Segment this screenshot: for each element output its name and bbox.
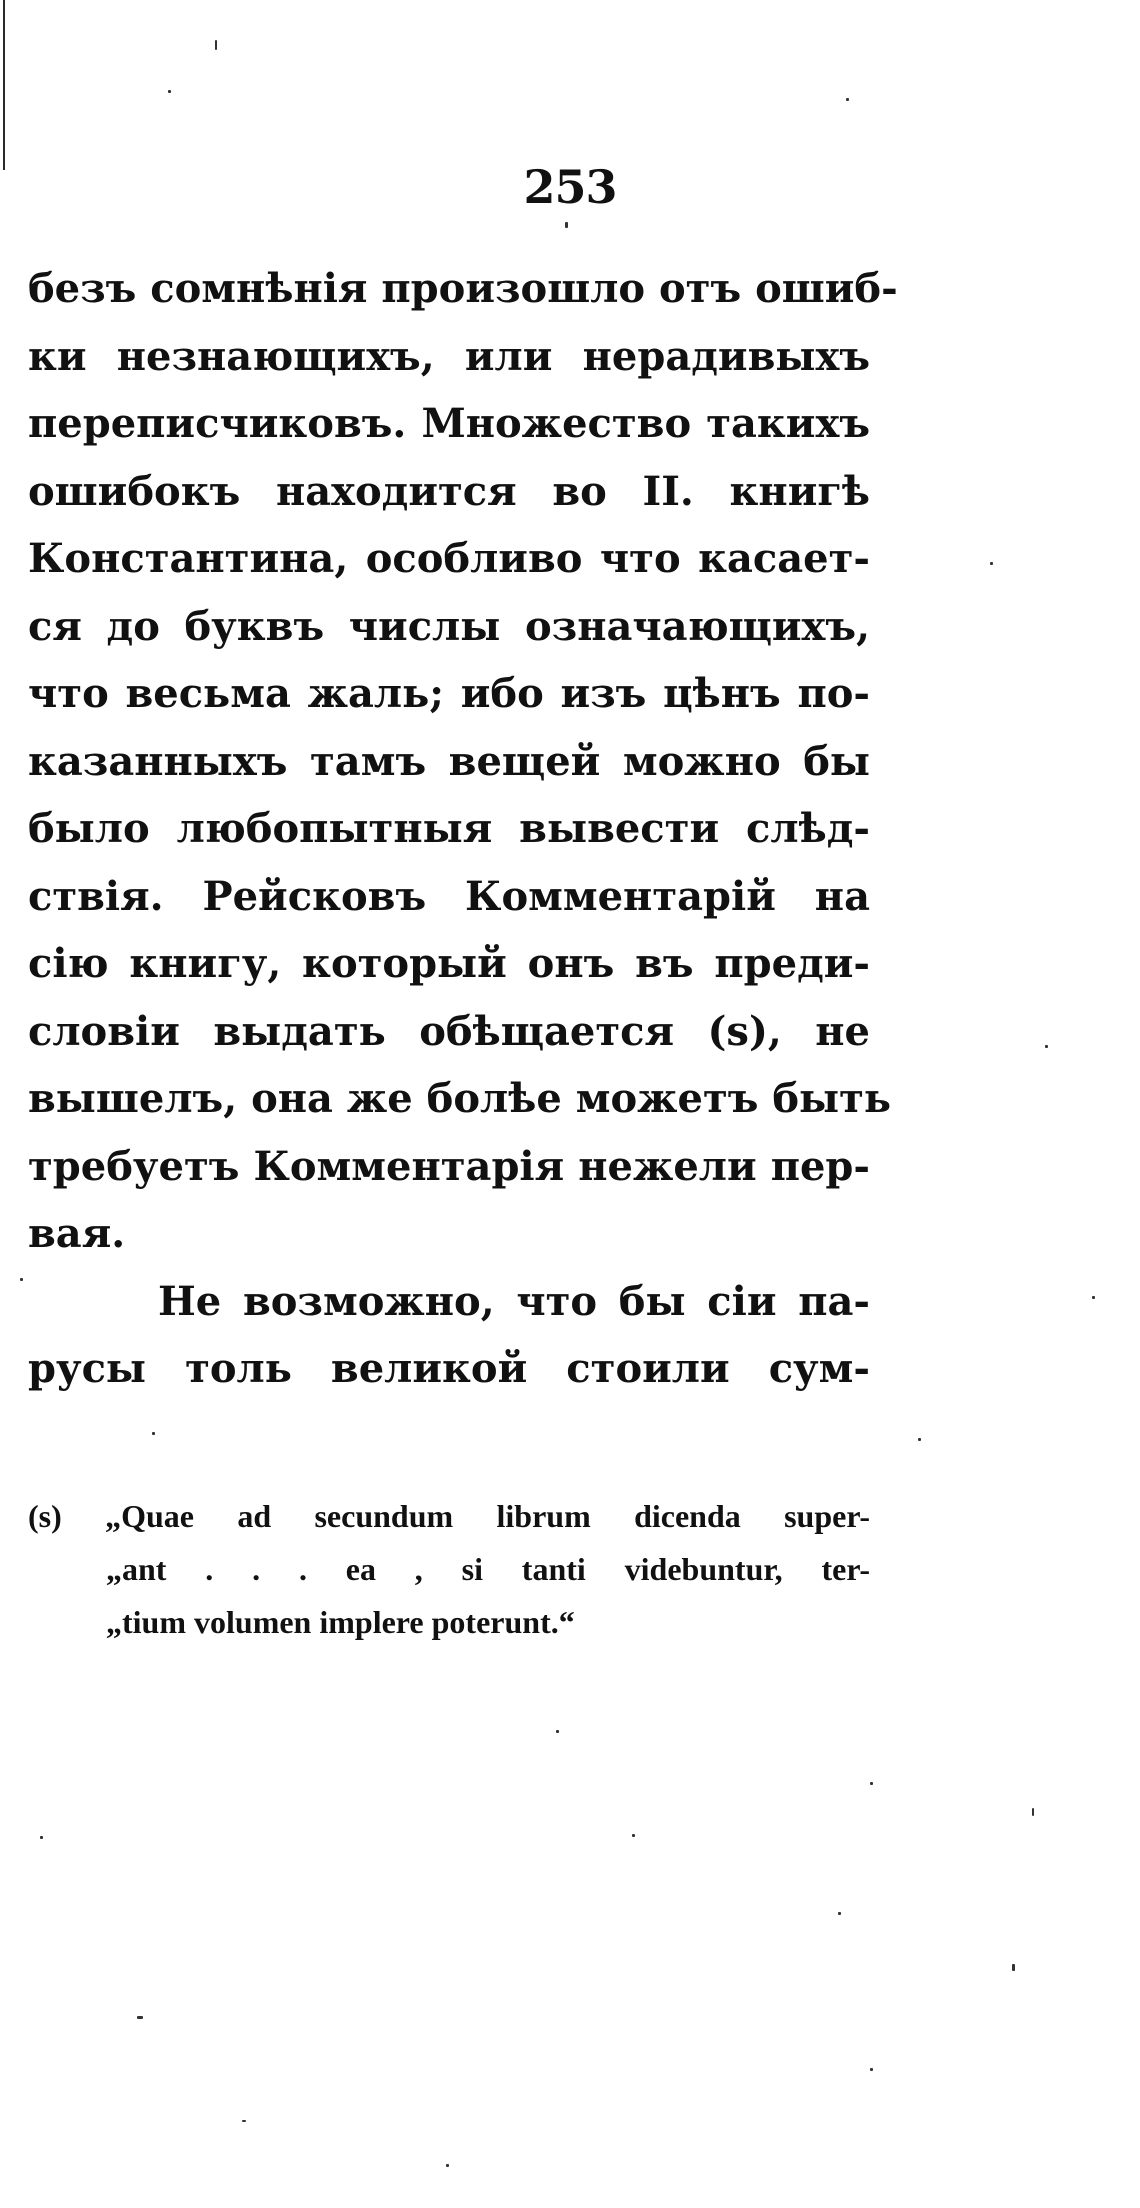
- print-speck: [1092, 1296, 1095, 1299]
- footnote-line: „ant . . . ea , si tanti videbuntur, ter-: [106, 1551, 870, 1587]
- print-speck: [446, 2164, 449, 2167]
- text-line: словіи выдать обѣщается (s), не: [28, 1007, 870, 1055]
- page-number: 253: [523, 160, 617, 214]
- print-speck: [1032, 1808, 1034, 1816]
- footnote-text: „Quae ad secundum librum dicenda super-: [105, 1498, 871, 1534]
- text-line: Константина, особливо что касает-: [28, 535, 870, 582]
- text-line: ствія. Рейсковъ Комментарій на: [28, 872, 870, 920]
- text-line: русы толь великой стоили сум-: [28, 1345, 870, 1392]
- print-speck: [565, 222, 568, 228]
- print-speck: [870, 2068, 873, 2071]
- footnote-line: [28, 1490, 870, 1543]
- print-speck: [215, 40, 217, 50]
- text-line: казанныхъ тамъ вещей можно бы: [28, 737, 870, 785]
- text-line: было любопытныя вывести слѣд-: [28, 805, 870, 852]
- paragraph-start-line: Не возможно, что бы сіи па-: [158, 1277, 870, 1325]
- page-edge-rule: [3, 0, 5, 170]
- print-speck: [1045, 1045, 1048, 1048]
- body-text: [28, 255, 898, 1403]
- text-line: вышелъ, она же болѣе можетъ быть: [28, 1075, 892, 1122]
- footnote-line: „tium volumen implere poterunt.“: [106, 1604, 575, 1640]
- print-speck: [137, 2016, 143, 2019]
- print-speck: [918, 1438, 921, 1441]
- print-speck: [870, 1782, 873, 1785]
- print-speck: [152, 1432, 155, 1435]
- print-speck: [846, 98, 849, 101]
- text-line: вая.: [28, 1210, 126, 1257]
- text-line: требуетъ Комментарія нежели пер-: [28, 1142, 870, 1190]
- print-speck: [242, 2120, 246, 2122]
- footnote-marker: (s): [28, 1498, 62, 1534]
- text-line: ошибокъ находится во II. книгѣ: [28, 467, 870, 515]
- print-speck: [632, 1834, 635, 1837]
- footnote: [28, 1490, 870, 1649]
- print-speck: [838, 1912, 841, 1915]
- print-speck: [1012, 1964, 1015, 1971]
- print-speck: [556, 1730, 559, 1733]
- text-line: сію книгу, который онъ въ преди-: [28, 940, 870, 987]
- print-speck: [990, 562, 993, 565]
- print-speck: [168, 90, 171, 93]
- print-speck: [40, 1836, 43, 1839]
- text-line: ся до буквъ числы означающихъ,: [28, 602, 870, 650]
- text-line: переписчиковъ. Множество такихъ: [28, 400, 870, 447]
- print-speck: [20, 1278, 23, 1281]
- text-line: что весьма жаль; ибо изъ цѣнъ по-: [28, 670, 870, 717]
- text-line: безъ сомнѣнія произошло отъ ошиб-: [28, 265, 898, 312]
- text-line: ки незнающихъ, или нерадивыхъ: [28, 332, 870, 380]
